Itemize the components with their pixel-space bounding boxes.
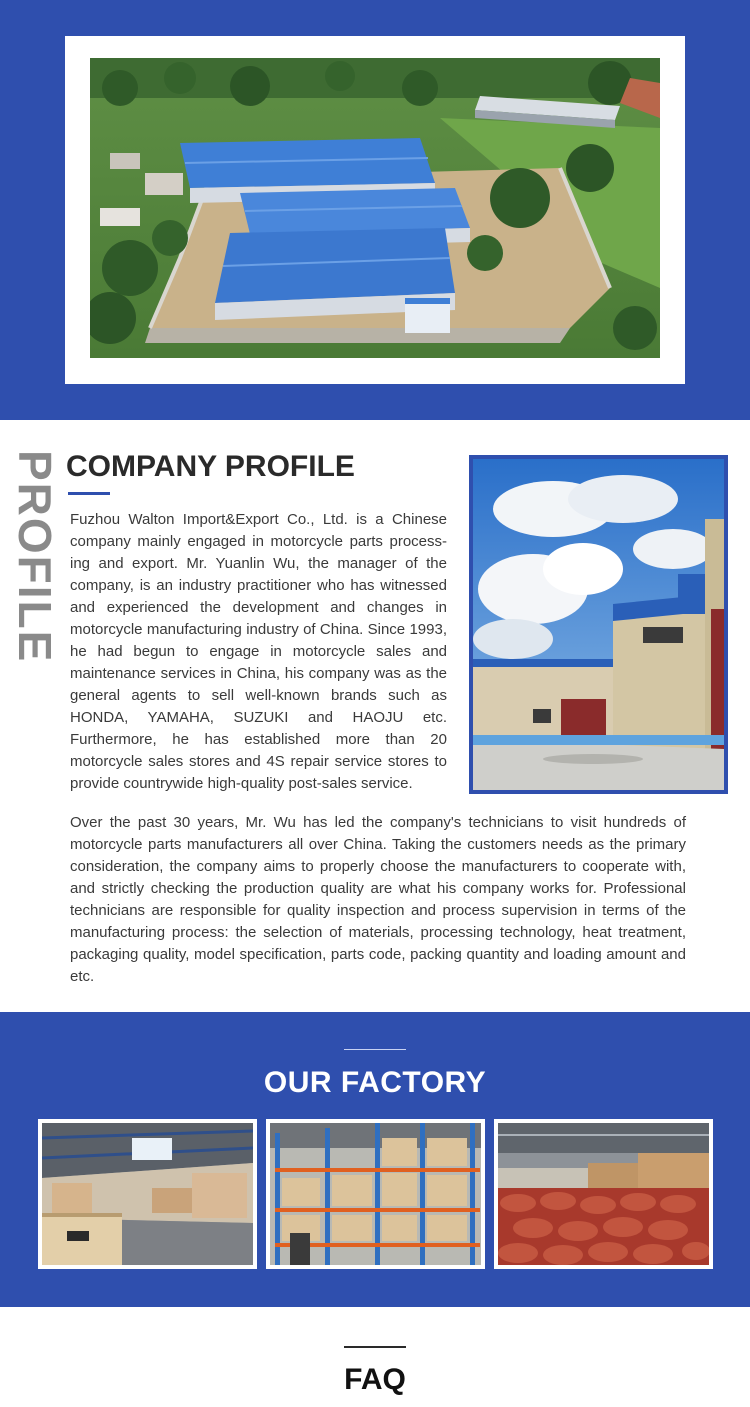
title-underline bbox=[68, 492, 110, 495]
packed-parts-photo bbox=[494, 1119, 713, 1269]
profile-paragraph-1: Fuzhou Walton Import&Export Co., Ltd. is a Chinese company mainly engaged in motorcycle parts processing and export. Mr. Yuanlin Wu, the manager of the company, is an industry practitioner who has witnessed and experienced the development and changes in motorcycle manufacturing industry of China. Since 1993, he had begun to engage in motorcycle sales and maintenance services in China, his company was as the general agents to sell well-known brands such as HONDA, YAMAHA, SUZUKI and HAOJU etc. Furthermore, he has established more than 20 motorcycle sales stores and 4S repair service stores to provide countrywide high-quality post-sales service. bbox=[70, 511, 447, 792]
profile-vertical-word: PROFILE bbox=[9, 450, 61, 664]
factory-title-rule bbox=[344, 1049, 406, 1050]
warehouse-building-photo bbox=[469, 455, 728, 794]
company-profile-section bbox=[0, 420, 750, 1012]
hero-photo-frame bbox=[65, 36, 685, 384]
our-factory-section bbox=[0, 1012, 750, 1307]
warehouse-interior-photo bbox=[38, 1119, 257, 1269]
hero-band bbox=[0, 0, 750, 420]
profile-title: COMPANY PROFILE bbox=[66, 450, 355, 483]
faq-title: FAQ bbox=[344, 1363, 406, 1396]
aerial-factory-photo bbox=[90, 58, 660, 358]
faq-title-rule bbox=[344, 1346, 406, 1348]
storage-racks-photo bbox=[266, 1119, 485, 1269]
profile-paragraph-2: Over the past 30 years, Mr. Wu has led the company's technicians to visit hundreds of motorcycle parts manufacturers all over China. Taking the customers needs as the primary consideration, the company aims to properly choose the manufacturers to cooperate with, and strictly checking the production quality are what his company works for. Professional technicians are responsible for quality inspection and process supervision in terms of the manufacturing process: the selection of materials, processing technology, heat treatment, packaging quality, model specification, parts code, packing quantity and loading amount and etc. bbox=[70, 814, 686, 985]
faq-section bbox=[0, 1307, 750, 1407]
factory-title: OUR FACTORY bbox=[263, 1066, 487, 1099]
